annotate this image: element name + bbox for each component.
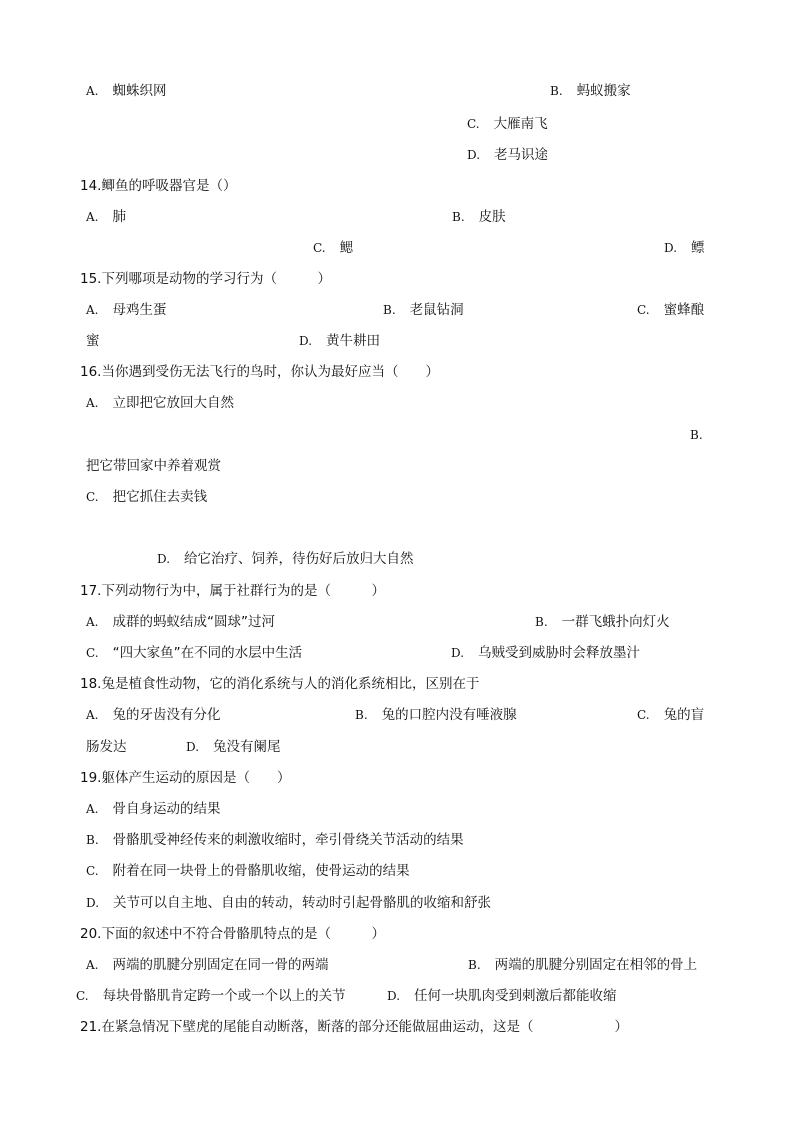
option-text: 一群飞蛾扑向灯火	[561, 614, 670, 630]
option-letter: D.	[664, 241, 678, 255]
q19-option-d	[86, 894, 491, 912]
q21-stem: 21.在紧急情况下壁虎的尾能自动断落，断落的部分还能做屈曲运动，这是（ ）	[80, 1019, 628, 1035]
option-text: 蚂蚁搬家	[576, 83, 631, 99]
option-text: 蜜蜂酿	[663, 302, 705, 318]
option-text: 把它抓住去卖钱	[112, 489, 208, 505]
option-letter: B.	[550, 84, 563, 98]
q20-stem: 20.下面的叙述中不符合骨骼肌特点的是（ ）	[80, 926, 385, 942]
q20-option-d	[387, 987, 617, 1005]
q18-option-d	[186, 738, 281, 756]
option-text: 兔的盲	[663, 707, 705, 723]
option-text: 关节可以自主地、自由的转动，转动时引起骨骼肌的收缩和舒张	[113, 895, 492, 911]
q16-option-a	[86, 394, 234, 412]
option-letter: D.	[387, 989, 401, 1003]
option-letter: B.	[383, 303, 396, 317]
option-letter: D.	[186, 740, 200, 754]
q18-stem: 18.兔是植食性动物，它的消化系统与人的消化系统相比，区别在于	[80, 676, 480, 692]
option-letter: A.	[86, 958, 99, 972]
option-letter: C.	[637, 303, 650, 317]
option-text: 骨骼肌受神经传来的刺激收缩时，牵引骨绕关节活动的结果	[112, 832, 464, 848]
option-letter: D.	[86, 896, 100, 910]
q16-option-c	[86, 488, 207, 506]
option-letter: D.	[451, 646, 465, 660]
q18-option-b	[355, 706, 517, 724]
option-text: 大雁南飞	[493, 116, 548, 132]
option-letter: B.	[535, 615, 548, 629]
q16-option-b	[690, 426, 717, 444]
option-text: 任何一块肌肉受到刺激后都能收缩	[414, 988, 617, 1004]
q15-option-b	[383, 301, 464, 319]
q17-option-d	[451, 644, 640, 662]
q18-option-c-continued: 肠发达	[86, 739, 127, 755]
q19-stem: 19.躯体产生运动的原因是（ ）	[80, 770, 291, 786]
option-letter: C.	[76, 989, 89, 1003]
q15-option-a	[86, 301, 166, 319]
q18-option-a	[86, 706, 220, 724]
option-text: 老鼠钻洞	[409, 302, 464, 318]
option-letter: C.	[86, 490, 99, 504]
option-text: 兔的牙齿没有分化	[112, 707, 221, 723]
option-letter: D.	[157, 552, 171, 566]
option-letter: C.	[637, 708, 650, 722]
q17-stem: 17.下列动物行为中，属于社群行为的是（ ）	[80, 583, 385, 599]
option-text: 老马识途	[494, 147, 549, 163]
q16-option-d	[157, 550, 414, 568]
option-text: 乌贼受到威胁时会释放墨汁	[478, 645, 641, 661]
q17-option-b	[535, 613, 670, 631]
option-text: 两端的肌腱分别固定在相邻的骨上	[494, 957, 698, 973]
q19-option-b	[86, 831, 464, 849]
q15-option-d	[299, 332, 380, 350]
option-text: 给它治疗、饲养，待伤好后放归大自然	[184, 551, 414, 567]
q20-option-b	[468, 956, 697, 974]
option-letter: A.	[86, 708, 99, 722]
option-text: 皮肤	[478, 209, 506, 225]
q14-option-c	[313, 239, 353, 257]
option-text: 鳔	[691, 240, 705, 256]
option-text: 蜘蛛织网	[112, 83, 167, 99]
option-text: 鳃	[339, 240, 354, 256]
q14-option-b	[452, 208, 506, 226]
option-letter: C.	[86, 864, 99, 878]
q18-option-c	[637, 706, 704, 724]
option-text: 成群的蚂蚁结成“圆球”过河	[112, 614, 275, 630]
option-letter: D.	[299, 334, 313, 348]
option-text: 黄牛耕田	[326, 333, 381, 349]
q17-option-a	[86, 613, 275, 631]
option-text: 每块骨骼肌肯定跨一个或一个以上的关节	[102, 988, 346, 1004]
option-letter: A.	[86, 802, 99, 816]
option-letter: D.	[467, 148, 481, 162]
option-letter: A.	[86, 210, 99, 224]
option-letter: A.	[86, 84, 99, 98]
option-text: 立即把它放回大自然	[112, 395, 234, 411]
q13-option-b	[550, 82, 631, 100]
option-letter: B.	[86, 833, 99, 847]
option-letter: A.	[86, 396, 99, 410]
option-text: “四大家鱼”在不同的水层中生活	[112, 645, 303, 661]
q20-option-c	[76, 987, 346, 1005]
option-letter: B.	[452, 210, 465, 224]
option-letter: B.	[690, 428, 703, 442]
option-letter: B.	[355, 708, 368, 722]
q19-option-c	[86, 862, 410, 880]
option-text: 母鸡生蛋	[112, 302, 167, 318]
q14-option-d	[664, 239, 705, 257]
option-letter: A.	[86, 615, 99, 629]
q16-option-b-continued: 把它带回家中养着观赏	[86, 458, 221, 474]
q15-option-c-continued: 蜜	[86, 333, 100, 349]
q15-option-c	[637, 301, 704, 319]
option-text: 兔没有阑尾	[213, 739, 281, 755]
q14-option-a	[86, 208, 126, 226]
q14-stem: 14.鲫鱼的呼吸器官是（）	[80, 178, 237, 194]
option-letter: C.	[313, 241, 326, 255]
option-text: 附着在同一块骨上的骨骼肌收缩，使骨运动的结果	[112, 863, 410, 879]
option-text: 肺	[112, 209, 126, 225]
option-text: 兔的口腔内没有唾液腺	[381, 707, 517, 723]
option-text: 骨自身运动的结果	[112, 801, 221, 817]
option-text: 两端的肌腱分别固定在同一骨的两端	[112, 957, 329, 973]
q13-option-c	[467, 115, 548, 133]
option-letter: B.	[468, 958, 481, 972]
q15-stem: 15.下列哪项是动物的学习行为（ ）	[80, 271, 331, 287]
q16-stem: 16.当你遇到受伤无法飞行的鸟时，你认为最好应当（ ）	[80, 364, 439, 380]
option-letter: C.	[86, 646, 99, 660]
option-letter: C.	[467, 117, 480, 131]
q20-option-a	[86, 956, 328, 974]
q13-option-d	[467, 146, 548, 164]
q17-option-c	[86, 644, 302, 662]
option-letter: A.	[86, 303, 99, 317]
q19-option-a	[86, 800, 220, 818]
q13-option-a	[86, 82, 166, 100]
